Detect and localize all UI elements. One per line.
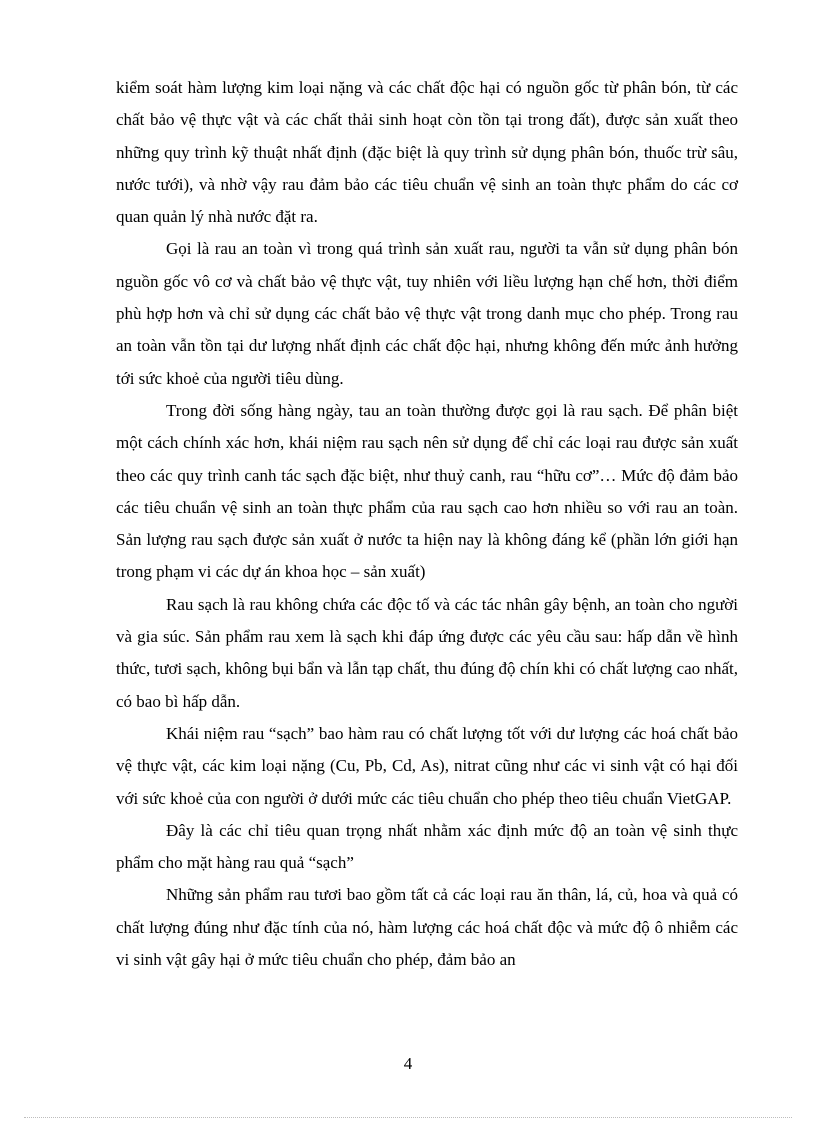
paragraph-clean-concept: Khái niệm rau “sạch” bao hàm rau có chất lượng tốt với dư lượng các hoá chất bảo vệ thực vật, các kim loại nặng (Cu, Pb, Cd, As), nitrat cũng như các vi sinh vật có hại đối với sức khoẻ của con người ở dưới mức các tiêu chuẩn cho phép theo tiêu chuẩn VietGAP. [116,723,738,808]
body-text [116,72,738,976]
paragraph-key-criteria: Đây là các chỉ tiêu quan trọng nhất nhằm xác định mức độ an toàn vệ sinh thực phẩm cho mặt hàng rau quả “sạch” [116,820,738,873]
paragraph-clean-definition: Rau sạch là rau không chứa các độc tố và các tác nhân gây bệnh, an toàn cho người và gia súc. Sản phẩm rau xem là sạch khi đáp ứng được các yêu cầu sau: hấp dẫn về hình thức, tươi sạch, không bụi bẩn và lẫn tạp chất, thu đúng độ chín khi có chất lượng cao nhất, có bao bì hấp dẫn. [116,594,738,711]
paragraph-safe-vegetables: Gọi là rau an toàn vì trong quá trình sản xuất rau, người ta vẫn sử dụng phân bón nguồn gốc vô cơ và chất bảo vệ thực vật, tuy nhiên với liều lượng hạn chế hơn, thời điểm phù hợp hơn và chỉ sử dụng các chất bảo vệ thực vật trong danh mục cho phép. Trong rau an toàn vẫn tồn tại dư lượng nhất định các chất độc hại, nhưng không đến mức ảnh hưởng tới sức khoẻ của người tiêu dùng. [116,239,738,388]
page-bottom-divider [24,1117,792,1118]
page-number: 4 [403,1054,413,1073]
paragraph-fresh-products: Những sản phẩm rau tươi bao gồm tất cả các loại rau ăn thân, lá, củ, hoa và quả có chất lượng đúng như đặc tính của nó, hàm lượng các hoá chất độc và mức độ ô nhiễm các vi sinh vật gây hại ở mức tiêu chuẩn cho phép, đảm bảo an [116,885,738,970]
paragraph-continued: kiểm soát hàm lượng kim loại nặng và các chất độc hại có nguồn gốc từ phân bón, từ các chất bảo vệ thực vật và các chất thải sinh hoạt còn tồn tại trong đất), được sản xuất theo những quy trình kỹ thuật nhất định (đặc biệt là quy trình sử dụng phân bón, thuốc trừ sâu, nước tưới), và nhờ vậy rau đảm bảo các tiêu chuẩn vệ sinh an toàn thực phẩm do các cơ quan quản lý nhà nước đặt ra. [116,78,738,227]
paragraph-clean-vegetables: Trong đời sống hàng ngày, tau an toàn thường được gọi là rau sạch. Để phân biệt một cách chính xác hơn, khái niệm rau sạch nên sử dụng để chỉ các loại rau được sản xuất theo các quy trình canh tác sạch đặc biệt, như thuỷ canh, rau “hữu cơ”… Mức độ đảm bảo các tiêu chuẩn vệ sinh an toàn thực phẩm của rau sạch cao hơn nhiều so với rau an toàn. Sản lượng rau sạch được sản xuất ở nước ta hiện nay là không đáng kể (phần lớn giới hạn trong phạm vi các dự án khoa học – sản xuất) [116,400,738,582]
